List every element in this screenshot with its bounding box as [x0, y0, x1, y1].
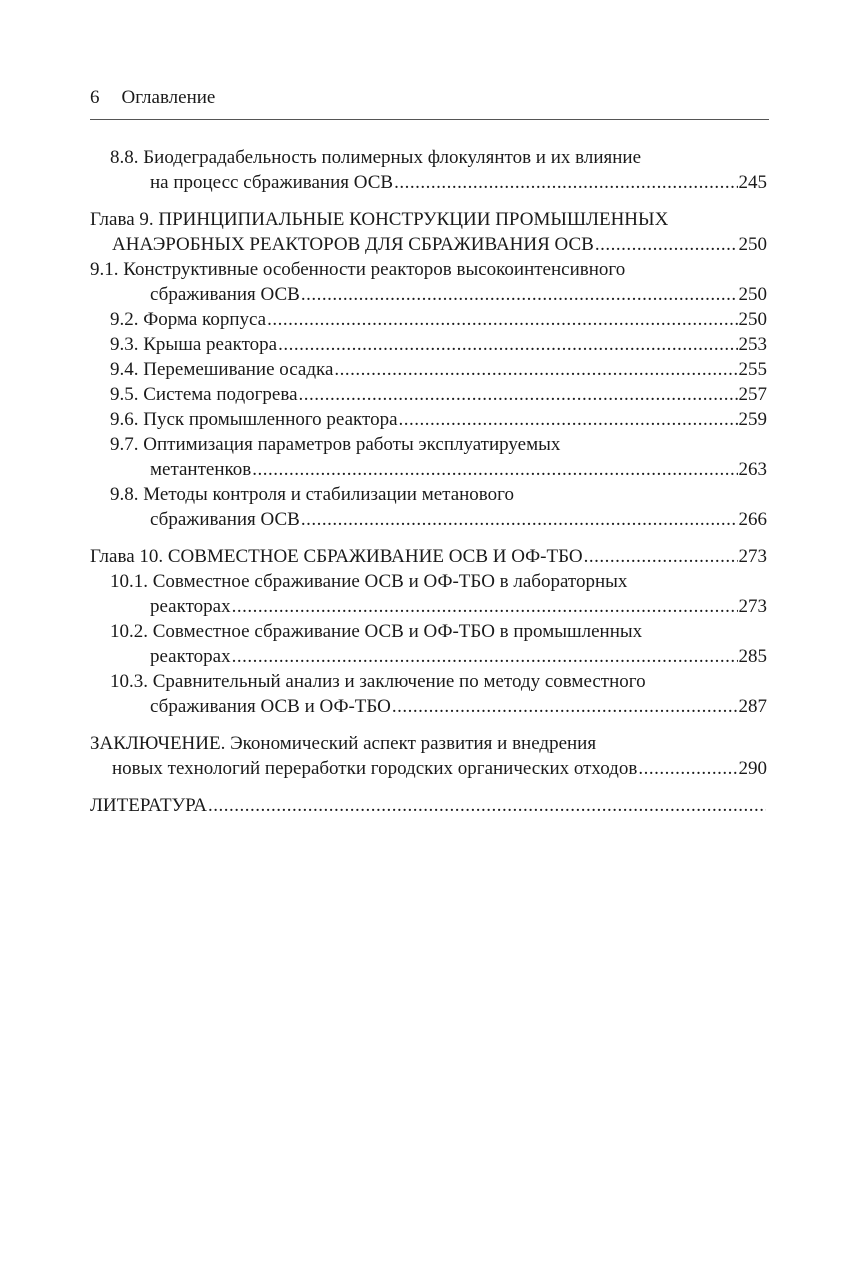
- toc-entry-title: 10.3. Сравнительный анализ и заключение по методу совместного: [110, 671, 646, 692]
- toc-entry-title: 10.1. Совместное сбраживание ОСВ и ОФ-ТБО в лабораторных: [110, 571, 628, 592]
- running-head: [90, 84, 767, 112]
- toc-page-number: 250: [738, 309, 767, 330]
- toc-entry-title: 9.4. Перемешивание осадка: [110, 359, 334, 380]
- dot-leader: [392, 694, 738, 719]
- toc-entry-9-7[interactable]: [90, 432, 767, 482]
- toc-entry-title: 9.8. Методы контроля и стабилизации метанового: [110, 484, 514, 505]
- toc-page-number: 245: [738, 172, 767, 193]
- dot-leader: [595, 232, 738, 257]
- toc-entry-9-3[interactable]: [90, 332, 767, 357]
- toc-entry-9-8[interactable]: [90, 482, 767, 532]
- dot-leader: [252, 457, 737, 482]
- toc-entry-title: Глава 9. ПРИНЦИПИАЛЬНЫЕ КОНСТРУКЦИИ ПРОМЫШЛЕННЫХ: [90, 209, 669, 230]
- toc-page-number: 273: [738, 596, 767, 617]
- toc-entry-title-cont: реакторах: [150, 646, 231, 667]
- toc-page-number: 287: [738, 696, 767, 717]
- toc-page-number: 253: [738, 334, 767, 355]
- dot-leader: [301, 282, 738, 307]
- toc-entry-title: ЗАКЛЮЧЕНИЕ. Экономический аспект развития и внедрения: [90, 733, 597, 754]
- toc-entry-title-cont: сбраживания ОСВ и ОФ-ТБО: [150, 696, 391, 717]
- toc-entry-title-cont: метантенков: [150, 459, 252, 480]
- toc-page-number: 255: [738, 359, 767, 380]
- dot-leader: [334, 357, 737, 382]
- toc-entry-title-cont: АНАЭРОБНЫХ РЕАКТОРОВ ДЛЯ СБРАЖИВАНИЯ ОСВ: [112, 234, 594, 255]
- toc-entry-9-6[interactable]: [90, 407, 767, 432]
- dot-leader: [267, 307, 737, 332]
- toc-entry-10-3[interactable]: [90, 669, 767, 719]
- toc-entry-title-cont: новых технологий переработки городских органических отходов: [112, 758, 638, 779]
- toc-entry-literature[interactable]: [90, 793, 767, 818]
- toc-entry-title-cont: сбраживания ОСВ: [150, 509, 300, 530]
- toc-page-number: 250: [738, 234, 767, 255]
- toc-entry-title: 9.2. Форма корпуса: [110, 309, 267, 330]
- toc-entry-9-4[interactable]: [90, 357, 767, 382]
- toc-page-number: 285: [738, 646, 767, 667]
- dot-leader: [299, 382, 738, 407]
- toc-entry-9-2[interactable]: [90, 307, 767, 332]
- toc-entry-title: ЛИТЕРАТУРА: [90, 795, 207, 816]
- toc-entry-chapter-9[interactable]: [90, 207, 767, 257]
- toc-page-number: 273: [738, 546, 767, 567]
- toc-page-number: 266: [738, 509, 767, 530]
- toc-entry-title: Глава 10. СОВМЕСТНОЕ СБРАЖИВАНИЕ ОСВ И ОФ-ТБО: [90, 546, 583, 567]
- toc-page-number: 290: [738, 758, 767, 779]
- dot-leader: [208, 793, 766, 818]
- toc-page-number: 250: [738, 284, 767, 305]
- toc-entry-title: 9.7. Оптимизация параметров работы эксплуатируемых: [110, 434, 561, 455]
- dot-leader: [278, 332, 737, 357]
- toc-page-number: 257: [738, 384, 767, 405]
- toc-entry-title-cont: реакторах: [150, 596, 231, 617]
- toc-entry-title-cont: сбраживания ОСВ: [150, 284, 300, 305]
- toc-entry-9-5[interactable]: [90, 382, 767, 407]
- toc-entry-title: 9.1. Конструктивные особенности реакторов высокоинтенсивного: [90, 259, 626, 280]
- page-number: 6: [90, 87, 100, 108]
- dot-leader: [394, 170, 737, 195]
- table-of-contents: [90, 145, 767, 818]
- dot-leader: [638, 756, 737, 781]
- toc-entry-title: 9.6. Пуск промышленного реактора: [110, 409, 398, 430]
- toc-page-number: 259: [738, 409, 767, 430]
- toc-entry-9-1[interactable]: [90, 257, 767, 307]
- toc-entry-title: 9.3. Крыша реактора: [110, 334, 278, 355]
- toc-entry-title-cont: на процесс сбраживания ОСВ: [150, 172, 394, 193]
- toc-entry-title: 8.8. Биодеградабельность полимерных флокулянтов и их влияние: [110, 147, 642, 168]
- toc-page-number: 263: [738, 459, 767, 480]
- dot-leader: [301, 507, 738, 532]
- toc-entry-10-1[interactable]: [90, 569, 767, 619]
- toc-entry-title: 10.2. Совместное сбраживание ОСВ и ОФ-ТБО в промышленных: [110, 621, 643, 642]
- toc-entry-title: 9.5. Система подогрева: [110, 384, 298, 405]
- dot-leader: [232, 644, 738, 669]
- toc-entry-conclusion[interactable]: [90, 731, 767, 781]
- dot-leader: [399, 407, 738, 432]
- page-title: Оглавление: [121, 87, 216, 108]
- dot-leader: [584, 544, 738, 569]
- header-divider: [90, 119, 769, 120]
- toc-entry-8-8[interactable]: [90, 145, 767, 195]
- toc-entry-chapter-10[interactable]: [90, 544, 767, 569]
- toc-entry-10-2[interactable]: [90, 619, 767, 669]
- dot-leader: [232, 594, 738, 619]
